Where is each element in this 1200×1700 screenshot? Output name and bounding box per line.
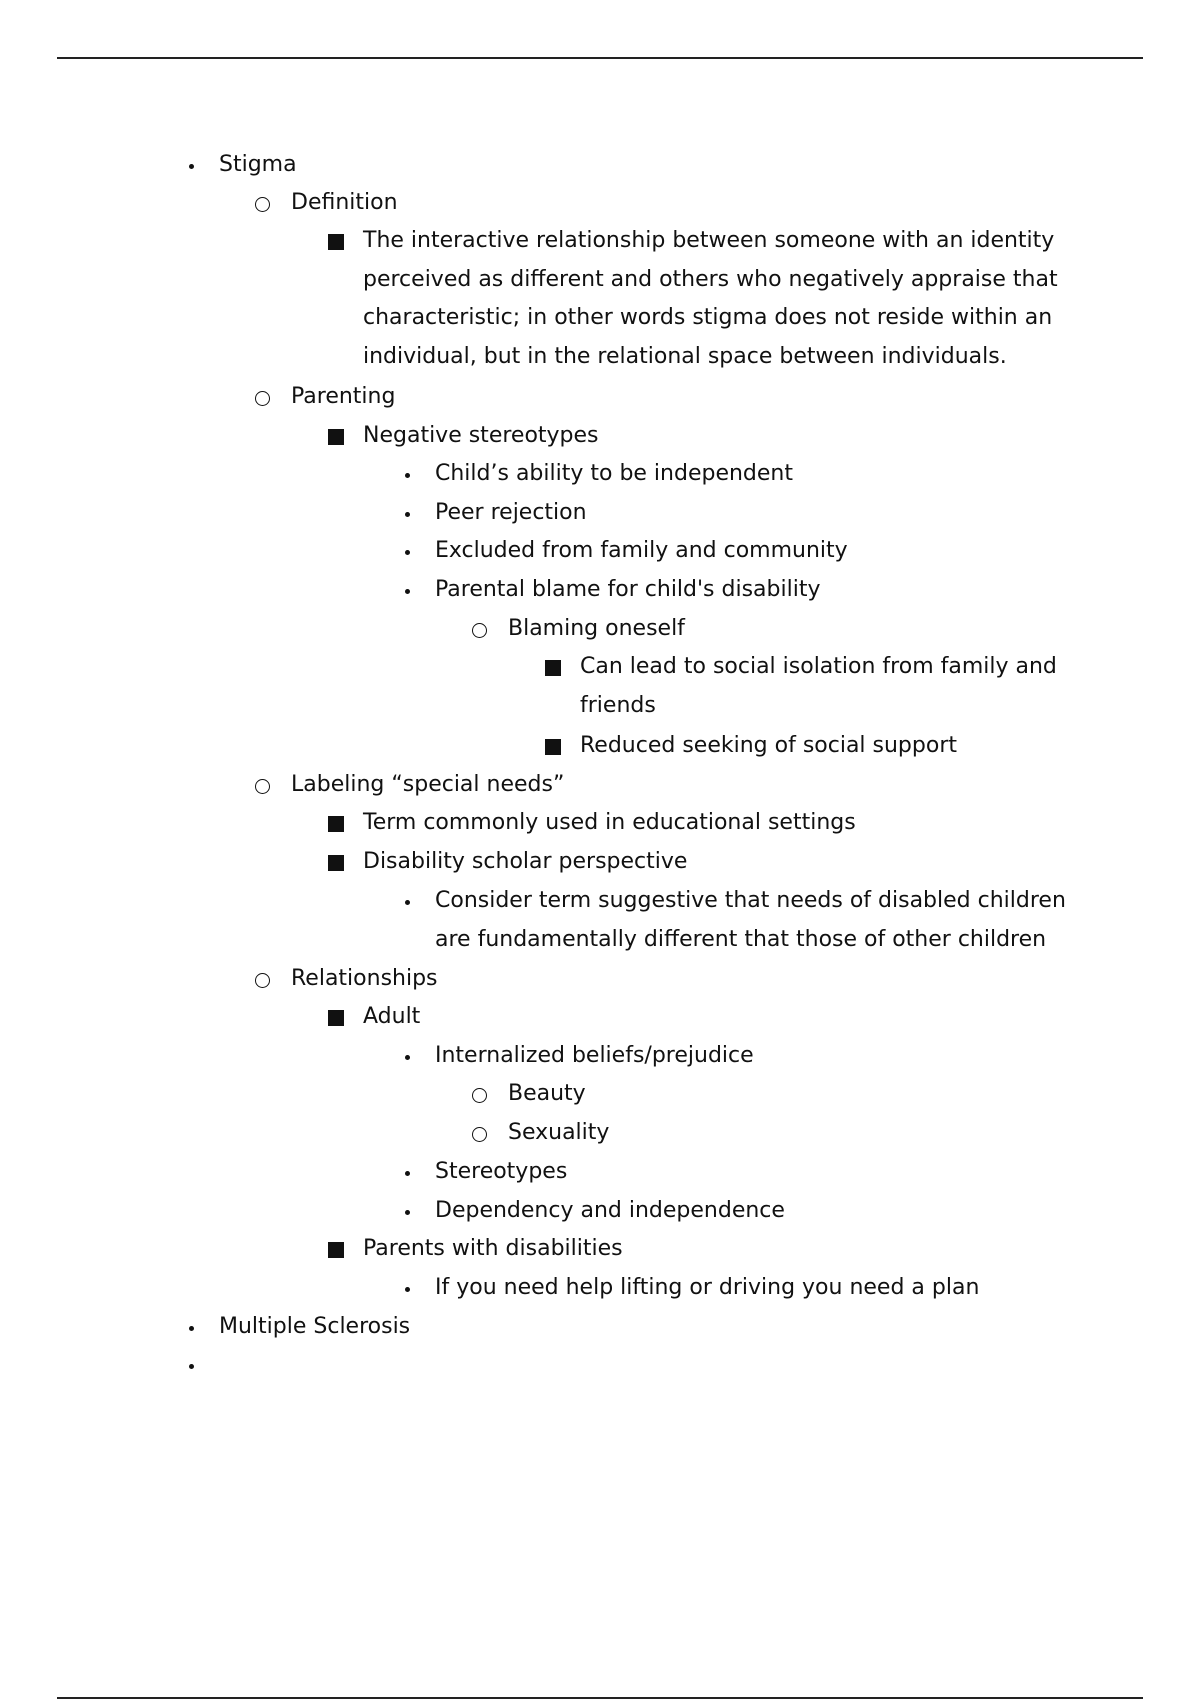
bullet-dot-icon [405, 512, 410, 517]
bullet-square-icon [328, 816, 344, 832]
list-item-text: Disability scholar perspective [363, 849, 688, 874]
list-item-text: Sexuality [508, 1120, 610, 1145]
list-item [219, 1308, 1119, 1347]
bullet-circle-icon [255, 197, 270, 212]
list-item [508, 610, 1108, 649]
bullet-circle-icon [255, 973, 270, 988]
list-item-text: Internalized beliefs/prejudice [435, 1043, 754, 1068]
list-item [291, 960, 1091, 999]
list-item [219, 146, 1119, 185]
bullet-square-icon [328, 1010, 344, 1026]
bullet-square-icon [328, 1242, 344, 1258]
list-item-text: Relationships [291, 966, 438, 991]
list-item-text: Parental blame for child's disability [435, 577, 821, 602]
list-item-text: Can lead to social isolation from family and friends [580, 654, 1057, 718]
list-item [435, 1037, 1135, 1076]
list-item [435, 882, 1090, 959]
list-item [435, 1153, 1135, 1192]
bullet-dot-icon [405, 473, 410, 478]
list-item-text [219, 1346, 1119, 1385]
list-item-text: Term commonly used in educational settings [363, 810, 856, 835]
list-item [580, 648, 1080, 725]
list-item [580, 727, 1130, 766]
list-item [363, 1230, 1113, 1269]
list-item [291, 184, 1091, 223]
list-item-text: Labeling “special needs” [291, 772, 565, 797]
bullet-dot-icon [405, 589, 410, 594]
list-item [435, 1269, 1135, 1308]
list-item [435, 1192, 1135, 1231]
list-item [363, 998, 1113, 1037]
bullet-dot-icon [405, 1287, 410, 1292]
list-item-text: Consider term suggestive that needs of disabled children are fundamentally different that those of other children [435, 888, 1066, 952]
bullet-circle-icon [255, 779, 270, 794]
list-item-text: Parents with disabilities [363, 1236, 623, 1261]
list-item-text: Dependency and independence [435, 1198, 785, 1223]
list-item-text: Peer rejection [435, 500, 587, 525]
list-item [435, 571, 1135, 610]
bullet-dot-icon [405, 1055, 410, 1060]
bullet-circle-icon [255, 391, 270, 406]
bullet-square-icon [545, 660, 561, 676]
list-item [363, 222, 1081, 376]
bullet-circle-icon [472, 623, 487, 638]
bullet-square-icon [545, 739, 561, 755]
list-item-text: Definition [291, 190, 398, 215]
list-item [363, 804, 1113, 843]
list-item-text: Multiple Sclerosis [219, 1314, 411, 1339]
footer-rule [57, 1697, 1143, 1699]
list-item [435, 532, 1135, 571]
list-item-text: Parenting [291, 384, 396, 409]
list-item-text: Blaming oneself [508, 616, 685, 641]
list-item-text: Stigma [219, 152, 297, 177]
bullet-dot-icon [405, 550, 410, 555]
list-item [508, 1114, 1108, 1153]
bullet-circle-icon [472, 1088, 487, 1103]
bullet-dot-icon [405, 1210, 410, 1215]
list-item [508, 1075, 1108, 1114]
list-item-text: If you need help lifting or driving you need a plan [435, 1275, 980, 1300]
list-item-text: Reduced seeking of social support [580, 733, 957, 758]
bullet-dot-icon [189, 164, 194, 169]
bullet-square-icon [328, 234, 344, 250]
list-item-text: Adult [363, 1004, 421, 1029]
bullet-dot-icon [405, 900, 410, 905]
bullet-dot-icon [189, 1326, 194, 1331]
bullet-square-icon [328, 855, 344, 871]
list-item [291, 378, 1091, 417]
list-item-text: Child’s ability to be independent [435, 461, 794, 486]
bullet-circle-icon [472, 1127, 487, 1142]
list-item-text: Stereotypes [435, 1159, 568, 1184]
list-item [435, 455, 1135, 494]
bullet-square-icon [328, 429, 344, 445]
list-item-text: Negative stereotypes [363, 423, 599, 448]
list-item-text: Beauty [508, 1081, 586, 1106]
list-item-empty [219, 1346, 1119, 1385]
list-item-text: Excluded from family and community [435, 538, 848, 563]
list-item [363, 417, 1113, 456]
bullet-dot-icon [405, 1171, 410, 1176]
definition-text: The interactive relationship between someone with an identity perceived as different and others who negatively appraise that characteristic; in other words stigma does not reside within an individual, but in the relational space between individuals. [363, 228, 1058, 369]
list-item [363, 843, 1113, 882]
bullet-dot-icon [189, 1364, 194, 1369]
list-item [435, 494, 1135, 533]
list-item [291, 766, 1091, 805]
